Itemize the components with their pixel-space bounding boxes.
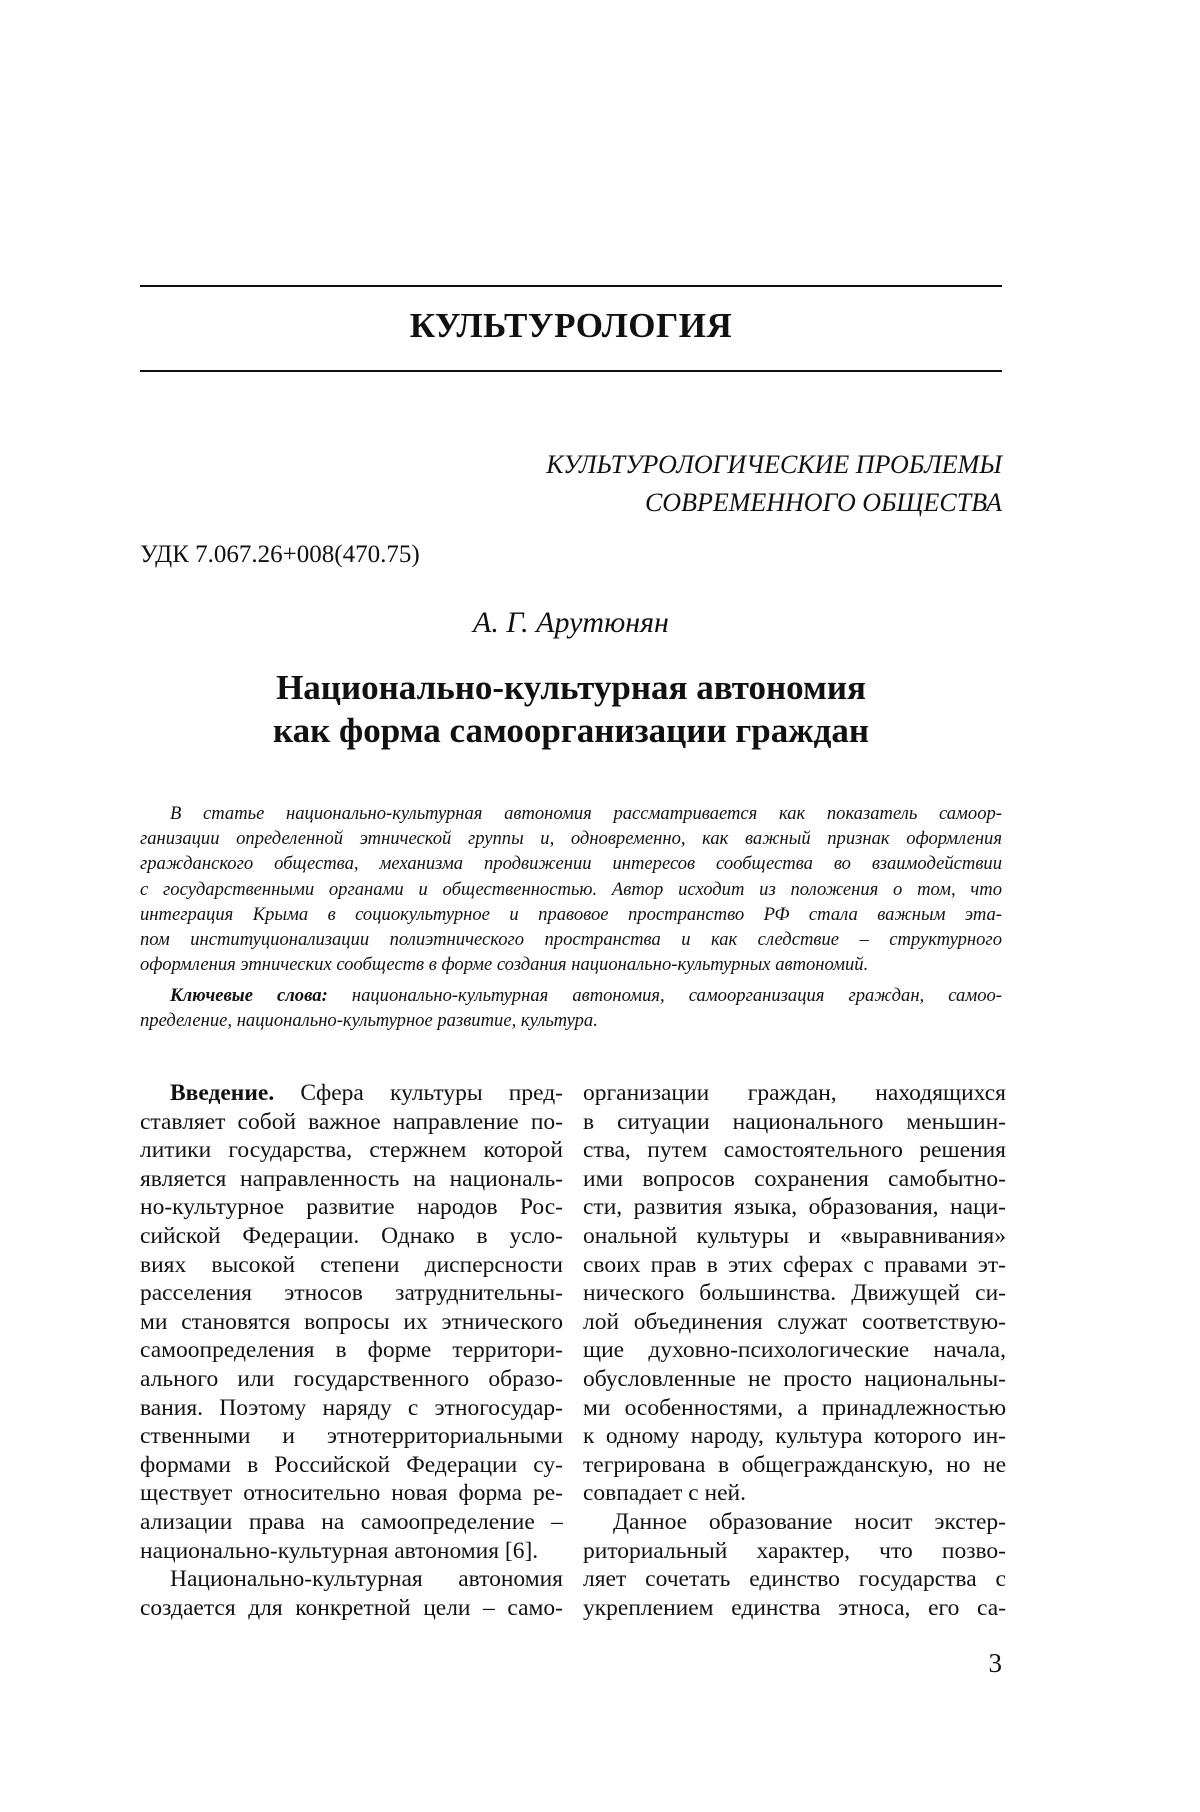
body-line: ализации права на самоопределение – [140, 1508, 563, 1537]
rubric [382, 446, 1002, 522]
body-line: литики государства, стержнем которой [140, 1136, 563, 1165]
body-line: совпадает с ней. [583, 1479, 1006, 1508]
intro-text: Сфера культуры пред- [274, 1080, 563, 1106]
rubric-line: КУЛЬТУРОЛОГИЧЕСКИЕ ПРОБЛЕМЫ [382, 446, 1002, 484]
article-title-line: Национально-культурная автономия [140, 666, 1002, 709]
body-line: ляет сочетать единство государства с [583, 1565, 1006, 1594]
body-line: ми особенностями, а принадлежностью [583, 1394, 1006, 1423]
body-line: но-культурное развитие народов Рос- [140, 1193, 563, 1222]
body-line: ми становятся вопросы их этнического [140, 1308, 563, 1337]
body-line: к одному народу, культура которого ин- [583, 1422, 1006, 1451]
body-line: ственными и этнотерриториальными [140, 1422, 563, 1451]
body-line: ального или государственного образо- [140, 1365, 563, 1394]
body-column-left [140, 1079, 563, 1622]
author-name: А. Г. Арутюнян [140, 606, 1002, 640]
body-line: ства, путем самостоятельного решения [583, 1136, 1006, 1165]
body-line [140, 1079, 563, 1108]
body-line: организации граждан, находящихся [583, 1079, 1006, 1108]
rubric-line: СОВРЕМЕННОГО ОБЩЕСТВА [382, 484, 1002, 522]
body-line: Данное образование носит экстер- [583, 1508, 1006, 1537]
body-line: щие духовно-психологические начала, [583, 1336, 1006, 1365]
body-line: вания. Поэтому наряду с этногосудар- [140, 1394, 563, 1423]
page-number: 3 [989, 1648, 1003, 1679]
body-line: является направленность на националь- [140, 1165, 563, 1194]
body-line: ществует относительно новая форма ре- [140, 1479, 563, 1508]
keywords-line: пределение, национально-культурное развитие, культура. [140, 1008, 1002, 1033]
abstract-line: ганизации определенной этнической группы и, одновременно, как важный признак оформления [140, 826, 1002, 851]
abstract-line: гражданского общества, механизма продвижении интересов сообщества во взаимодействии [140, 851, 1002, 876]
body-line: создается для конкретной цели – само- [140, 1594, 563, 1623]
body-line: нического большинства. Движущей си- [583, 1279, 1006, 1308]
body-line: формами в Российской Федерации су- [140, 1451, 563, 1480]
abstract-line: пом институционализации полиэтнического пространства и как следствие – структурного [140, 927, 1002, 952]
body-line: национально-культурная автономия [6]. [140, 1537, 563, 1566]
body-line: сти, развития языка, образования, наци- [583, 1193, 1006, 1222]
body-line: ими вопросов сохранения самобытно- [583, 1165, 1006, 1194]
article-title [140, 666, 1002, 752]
body-line: в ситуации национального меньшин- [583, 1108, 1006, 1137]
body-line: обусловленные не просто националь­ны- [583, 1365, 1006, 1394]
body-line: риториальный характер, что позво- [583, 1537, 1006, 1566]
journal-page [140, 0, 1002, 1812]
top-rule [140, 285, 1002, 287]
body-line: ональной культуры и «выравнивания» [583, 1222, 1006, 1251]
keywords-line [140, 983, 1002, 1008]
body-line: тегрирована в общегражданскую, но не [583, 1451, 1006, 1480]
body-line: расселения этносов затруднительны- [140, 1279, 563, 1308]
abstract-line: оформления этнических сообществ в форме создания национально-культурных автономий. [140, 952, 1002, 977]
body-line: виях высокой степени дисперсности [140, 1251, 563, 1280]
keywords-label: Ключевые слова: [170, 985, 328, 1006]
section-title: КУЛЬТУРОЛОГИЯ [140, 306, 1002, 346]
abstract-line: В статье национально-культурная автономия рассматривается как показатель самоор- [140, 801, 1002, 826]
bottom-rule [140, 370, 1002, 372]
body-line: лой объединения служат соответствую- [583, 1308, 1006, 1337]
body-line: ставляет собой важное направление по- [140, 1108, 563, 1137]
article-title-line: как форма самоорганизации граждан [140, 709, 1002, 752]
body-line: Национально-культурная автономия [140, 1565, 563, 1594]
intro-label: Введение. [170, 1080, 274, 1106]
keywords [140, 983, 1002, 1033]
body-line: своих прав в этих сферах с правами эт- [583, 1251, 1006, 1280]
udk-code: УДК 7.067.26+008(470.75) [140, 541, 420, 569]
abstract [140, 801, 1002, 977]
abstract-line: с государственными органами и общественностью. Автор исходит из положения о том, что [140, 877, 1002, 902]
body-column-right [583, 1079, 1006, 1622]
body-line: самоопределения в форме территори- [140, 1336, 563, 1365]
keywords-text: национально-культурная автономия, самоорганизация граждан, самоо- [328, 985, 1002, 1006]
body-line: сийской Федерации. Однако в усло- [140, 1222, 563, 1251]
abstract-line: интеграция Крыма в социокультурное и правовое пространство РФ стала важным эта- [140, 902, 1002, 927]
body-line: укреплением единства этноса, его са- [583, 1594, 1006, 1623]
